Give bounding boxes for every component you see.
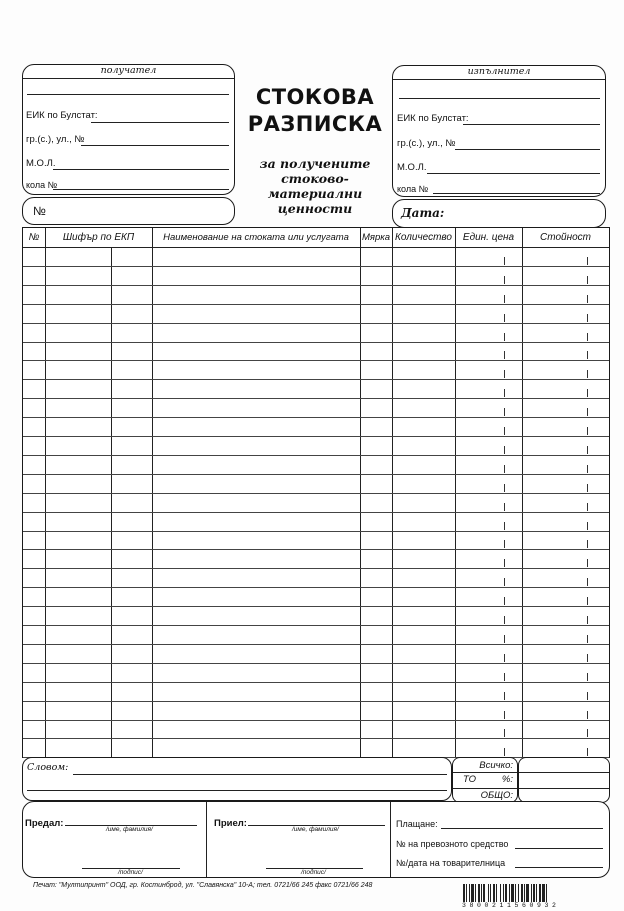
decimal-separator-tick	[504, 616, 505, 624]
contractor-box	[392, 65, 606, 197]
barcode-bar	[481, 884, 482, 902]
totals-divider-2	[453, 788, 517, 789]
barcode-bar	[518, 884, 519, 902]
barcode-bar	[515, 884, 516, 902]
recipient-header-divider	[23, 78, 234, 79]
decimal-separator-tick	[504, 389, 505, 397]
col-header-unit: Мярка	[361, 232, 391, 243]
to-label: ТО	[463, 774, 476, 785]
handed-signature-hint: /подпис/	[118, 869, 143, 876]
col-header-unit-price: Един. цена	[462, 232, 515, 243]
barcode-bar	[531, 884, 532, 902]
decimal-separator-tick	[587, 673, 588, 681]
subtitle-line-2: стоково-материални	[267, 171, 363, 201]
table-row[interactable]	[23, 493, 609, 512]
barcode-bar	[546, 884, 547, 902]
in-words-label: Словом:	[27, 762, 69, 773]
col-header-number: №	[28, 232, 40, 243]
received-label: Приел:	[214, 818, 247, 829]
totals-divider-1	[453, 772, 517, 773]
table-row[interactable]	[23, 417, 609, 436]
number-box[interactable]	[22, 197, 235, 225]
recipient-eik-label: ЕИК по Булстат:	[26, 110, 98, 121]
recipient-eik-field[interactable]	[91, 122, 229, 123]
barcode-bar	[500, 884, 501, 902]
in-words-box	[22, 757, 452, 801]
barcode-bar	[478, 884, 480, 902]
date-box[interactable]	[392, 199, 606, 228]
decimal-separator-tick	[587, 446, 588, 454]
contractor-eik-field[interactable]	[463, 124, 600, 125]
payment-label: Плащане:	[396, 819, 438, 829]
totals-value-box[interactable]	[518, 757, 610, 803]
barcode-bar	[496, 884, 497, 902]
barcode-bar	[505, 884, 507, 902]
barcode-bar	[511, 884, 514, 902]
contractor-name-field[interactable]	[399, 98, 600, 99]
contractor-header: изпълнител	[467, 66, 531, 77]
table-row[interactable]	[23, 568, 609, 587]
recipient-name-field[interactable]	[27, 94, 229, 95]
table-row[interactable]	[23, 360, 609, 379]
col-header-description: Наименование на стоката или услугата	[163, 232, 349, 243]
totals-label-box	[452, 757, 518, 803]
decimal-separator-tick	[504, 351, 505, 359]
table-row[interactable]	[23, 531, 609, 550]
table-row[interactable]	[23, 644, 609, 663]
barcode-bar	[490, 884, 491, 902]
signatures-divider-2	[390, 802, 391, 877]
table-row[interactable]	[23, 266, 609, 285]
decimal-separator-tick	[504, 654, 505, 662]
decimal-separator-tick	[504, 427, 505, 435]
barcode-bar	[463, 884, 465, 902]
decimal-separator-tick	[587, 333, 588, 341]
vehicle-field[interactable]	[515, 848, 603, 849]
barcode-bar	[503, 884, 504, 902]
table-row[interactable]	[23, 474, 609, 493]
contractor-car-label: кола №	[397, 184, 429, 194]
decimal-separator-tick	[504, 692, 505, 700]
decimal-separator-tick	[504, 333, 505, 341]
contractor-address-label: гр.(с.), ул., №	[397, 138, 456, 149]
decimal-separator-tick	[504, 578, 505, 586]
decimal-separator-tick	[504, 314, 505, 322]
decimal-separator-tick	[504, 446, 505, 454]
decimal-separator-tick	[587, 729, 588, 737]
recipient-address-label: гр.(с.), ул., №	[26, 134, 85, 145]
recipient-car-label: кола №	[26, 180, 58, 190]
received-signature-hint: /подпис/	[301, 869, 326, 876]
contractor-mol-field[interactable]	[427, 173, 600, 174]
barcode-bar	[493, 884, 495, 902]
recipient-car-field[interactable]	[53, 189, 229, 190]
decimal-separator-tick	[504, 673, 505, 681]
vehicle-label: № на превозното средство	[396, 839, 509, 849]
recipient-box	[22, 64, 235, 195]
decimal-separator-tick	[587, 559, 588, 567]
document-title	[236, 84, 394, 138]
barcode-bar	[524, 884, 525, 902]
decimal-separator-tick	[587, 503, 588, 511]
table-row[interactable]	[23, 663, 609, 682]
decimal-separator-tick	[587, 578, 588, 586]
recipient-mol-label: М.О.Л.	[26, 158, 56, 169]
contractor-header-divider	[393, 79, 605, 80]
percent-label: %:	[501, 774, 513, 785]
decimal-separator-tick	[504, 484, 505, 492]
decimal-separator-tick	[504, 370, 505, 378]
payment-field[interactable]	[441, 828, 603, 829]
decimal-separator-tick	[587, 295, 588, 303]
decimal-separator-tick	[587, 522, 588, 530]
items-table	[22, 227, 610, 758]
contractor-mol-label: М.О.Л.	[397, 162, 427, 173]
barcode-bar	[471, 884, 474, 902]
decimal-separator-tick	[587, 389, 588, 397]
col-header-quantity: Количество	[395, 232, 452, 243]
signatures-divider-1	[206, 802, 207, 877]
barcode-bar	[483, 884, 485, 902]
decimal-separator-tick	[587, 692, 588, 700]
barcode-bar	[469, 884, 470, 902]
decimal-separator-tick	[504, 711, 505, 719]
decimal-separator-tick	[587, 540, 588, 548]
barcode-bar	[539, 884, 541, 902]
barcode-bar	[521, 884, 523, 902]
contractor-car-field[interactable]	[433, 193, 600, 194]
waybill-field[interactable]	[515, 867, 603, 868]
in-words-field-1[interactable]	[73, 774, 447, 775]
decimal-separator-tick	[504, 295, 505, 303]
table-row[interactable]	[23, 323, 609, 342]
waybill-label: №/дата на товарителница	[396, 858, 506, 868]
date-label: Дата:	[401, 206, 445, 220]
in-words-field-2[interactable]	[27, 790, 447, 791]
decimal-separator-tick	[504, 559, 505, 567]
table-row[interactable]	[23, 398, 609, 417]
decimal-separator-tick	[587, 370, 588, 378]
printer-imprint: Печат: "Мултипринт" ООД, гр. Костинброд, ул. "Славянска" 10-А; тел. 0721/66 245 факс 0721/66 248	[33, 882, 373, 889]
decimal-separator-tick	[587, 635, 588, 643]
contractor-address-field[interactable]	[455, 149, 600, 150]
col-header-ekp-code: Шифър по ЕКП	[62, 232, 135, 243]
barcode-bar	[509, 884, 510, 902]
table-row[interactable]	[23, 342, 609, 361]
decimal-separator-tick	[587, 276, 588, 284]
totals-value-divider-2	[519, 788, 609, 789]
decimal-separator-tick	[504, 748, 505, 756]
decimal-separator-tick	[504, 257, 505, 265]
contractor-eik-label: ЕИК по Булстат:	[397, 113, 469, 124]
recipient-header: получател	[100, 65, 157, 76]
subtitle-line-3: ценности	[277, 201, 353, 216]
decimal-separator-tick	[504, 635, 505, 643]
barcode-bar	[466, 884, 467, 902]
decimal-separator-tick	[504, 465, 505, 473]
table-row[interactable]	[23, 285, 609, 304]
table-row[interactable]	[23, 738, 609, 757]
table-row[interactable]	[23, 606, 609, 625]
decimal-separator-tick	[587, 314, 588, 322]
table-row[interactable]	[23, 625, 609, 644]
table-row[interactable]	[23, 701, 609, 720]
totals-value-divider-1	[519, 772, 609, 773]
decimal-separator-tick	[587, 408, 588, 416]
barcode-bar	[526, 884, 529, 902]
title-line-1: СТОКОВА	[255, 85, 375, 109]
decimal-separator-tick	[587, 711, 588, 719]
barcode-bar	[488, 884, 489, 902]
decimal-separator-tick	[587, 654, 588, 662]
barcode-bar	[475, 884, 476, 902]
decimal-separator-tick	[504, 408, 505, 416]
table-row[interactable]	[23, 304, 609, 323]
barcode-bar	[536, 884, 537, 902]
decimal-separator-tick	[587, 484, 588, 492]
decimal-separator-tick	[587, 465, 588, 473]
total-label: Всичко:	[479, 760, 513, 771]
decimal-separator-tick	[504, 597, 505, 605]
subtitle-line-1: за получените	[259, 156, 371, 171]
decimal-separator-tick	[587, 257, 588, 265]
table-row[interactable]	[23, 436, 609, 455]
table-row[interactable]	[23, 379, 609, 398]
signatures-box	[22, 801, 610, 878]
handed-name-hint: /име, фамилия/	[106, 826, 153, 833]
decimal-separator-tick	[504, 522, 505, 530]
barcode-bar	[542, 884, 545, 902]
title-line-2: РАЗПИСКА	[247, 112, 383, 136]
barcode-bar	[533, 884, 535, 902]
decimal-separator-tick	[587, 616, 588, 624]
col-header-value: Стойност	[540, 232, 591, 243]
decimal-separator-tick	[587, 351, 588, 359]
table-row[interactable]	[23, 682, 609, 701]
table-row[interactable]	[23, 455, 609, 474]
barcode-number: 3800211560932	[462, 902, 560, 909]
decimal-separator-tick	[587, 597, 588, 605]
table-row[interactable]	[23, 247, 609, 266]
recipient-address-field[interactable]	[81, 145, 229, 146]
decimal-separator-tick	[504, 540, 505, 548]
decimal-separator-tick	[587, 748, 588, 756]
table-row[interactable]	[23, 549, 609, 568]
decimal-separator-tick	[504, 503, 505, 511]
received-name-hint: /име, фамилия/	[292, 826, 339, 833]
table-row[interactable]	[23, 720, 609, 739]
decimal-separator-tick	[504, 729, 505, 737]
number-label: №	[33, 204, 46, 218]
grand-total-label: ОБЩО:	[480, 790, 513, 801]
table-row[interactable]	[23, 587, 609, 606]
decimal-separator-tick	[587, 427, 588, 435]
document-subtitle	[236, 156, 394, 216]
handed-label: Предал:	[25, 818, 64, 829]
barcode-icon	[463, 884, 578, 902]
decimal-separator-tick	[504, 276, 505, 284]
table-row[interactable]	[23, 512, 609, 531]
recipient-mol-field[interactable]	[53, 169, 229, 170]
